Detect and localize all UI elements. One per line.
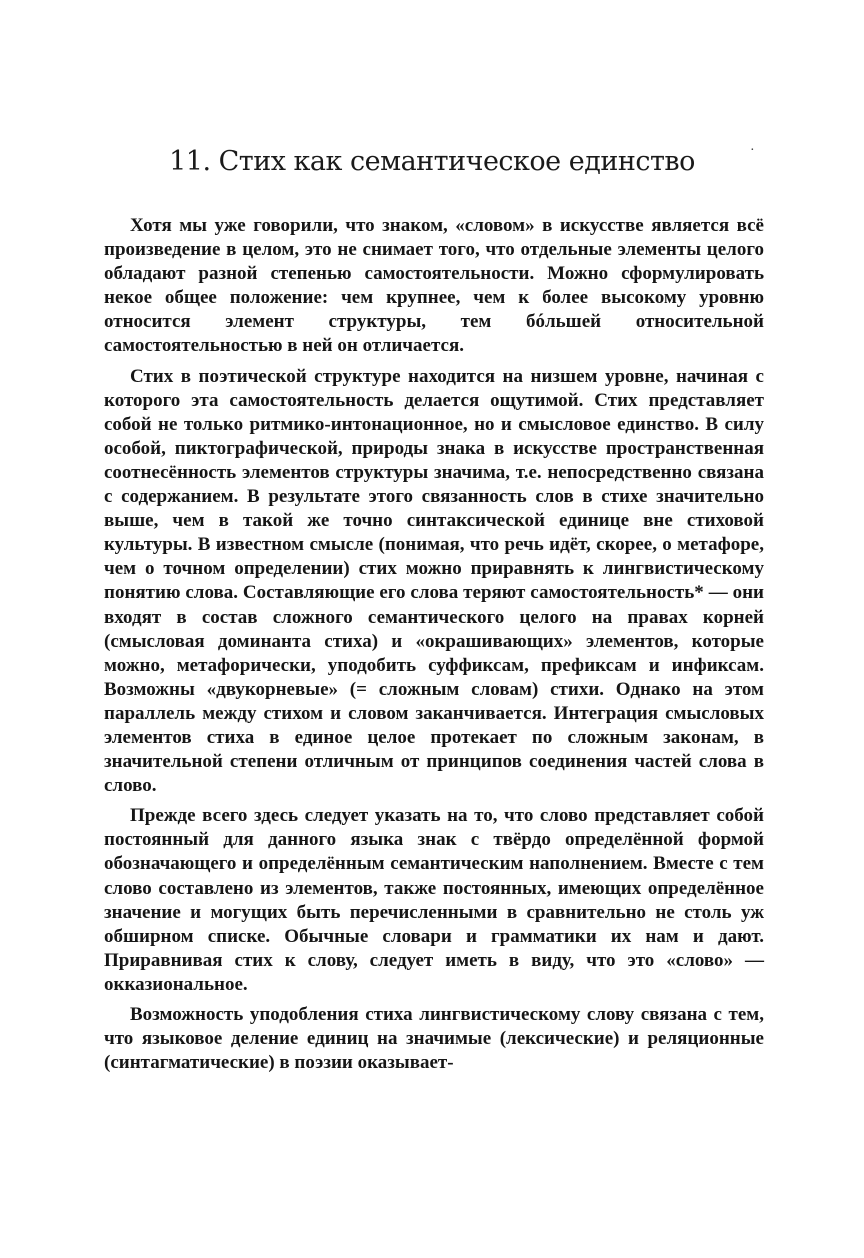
paragraph-4: Возможность уподобления стиха лингвистическому слову связана с тем, что языковое деление единиц на значимые (лексические) и реляционные (синтагматические) в поэзии оказывает- bbox=[104, 1004, 764, 1074]
paragraph-2: Стих в поэтической структуре находится на низшем уровне, начиная с которого эта самостоятельность делается ощутимой. Стих представляет собой не только ритмико-интонационное, но и смысловое единство. В силу особой, пиктографической, природы знака в искусстве пространственная соотнесённость элементов структуры значима, т.е. непосредственно связана с содержанием. В результате этого связанность слов в стихе значительно выше, чем в такой же точно синтаксической единице вне стиховой культуры. В известном смысле (понимая, что речь идёт, скорее, о метафоре, чем о точном определении) стих можно приравнять к лингвистическому понятию слова. Составляющие его слова теряют самостоятельность* — они входят в состав сложного семантического целого на правах корней (смысловая доминанта стиха) и «окрашивающих» элементов, которые можно, метафорически, уподобить суффиксам, префиксам и инфиксам. Возможны «двукорневые» (= сложным словам) стихи. Однако на этом параллель между стихом и словом заканчивается. Интеграция смысловых элементов стиха в единое целое протекает по сложным законам, в значительной степени отличным от принципов соединения частей слова в слово. bbox=[104, 365, 764, 797]
paragraph-3: Прежде всего здесь следует указать на то, что слово представляет собой постоянный для данного языка знак с твёрдо определённой формой обозначающего и определённым семантическим наполнением. Вместе с тем слово составлено из элементов, также постоянных, имеющих определённое значение и могущих быть перечисленными в сравнительно не столь уж обширном списке. Обычные словари и грамматики их нам и дают. Приравнивая стих к слову, следует иметь в виду, что это «слово» — окказиональное. bbox=[104, 805, 764, 995]
chapter-title: 11. Стих как семантическое единство bbox=[169, 146, 695, 177]
chapter-body bbox=[104, 214, 764, 1075]
print-speck: · bbox=[750, 143, 755, 158]
paragraph-1: Хотя мы уже говорили, что знаком, «словом» в искусстве является всё произведение в целом, это не снимает того, что отдельные элементы целого обладают разной степенью самостоятельности. Можно сформулировать некое общее положение: чем крупнее, чем к более высокому уровню относится элемент структуры, тем бóльшей относительной самостоятельностью в ней он отличается. bbox=[104, 215, 764, 357]
